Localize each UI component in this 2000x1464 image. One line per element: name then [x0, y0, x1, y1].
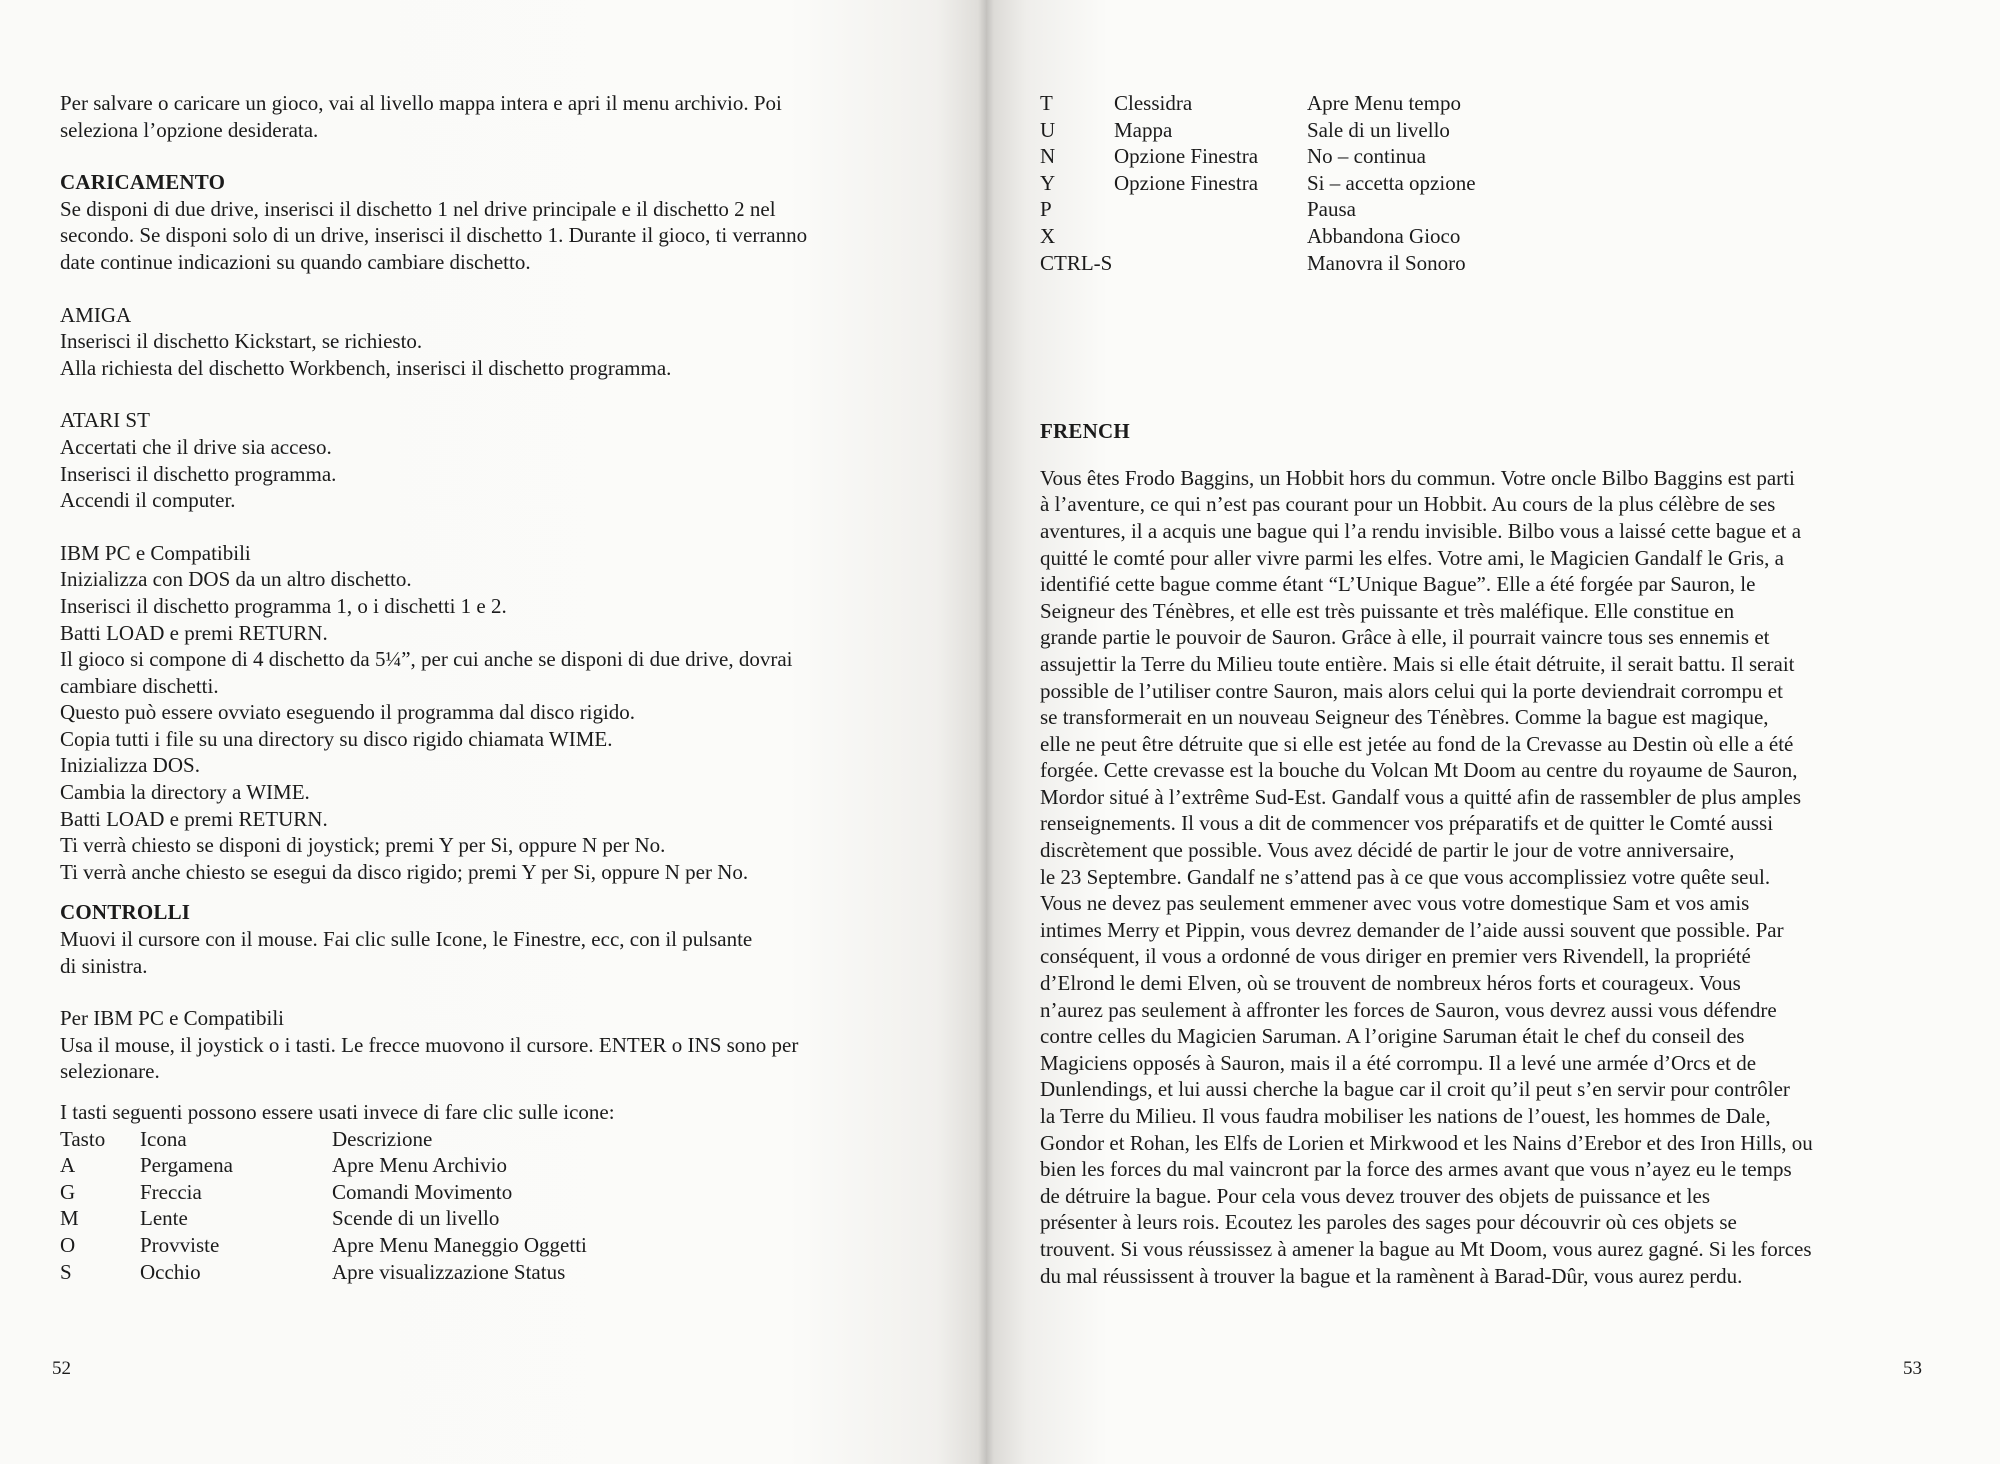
- key-cell: N: [1040, 144, 1056, 169]
- text-line: possible de l’utiliser contre Sauron, mais alors celui qui la porte deviendrait corrompu et: [1040, 678, 1783, 703]
- column-header-descrizione: Descrizione: [332, 1126, 433, 1151]
- atari-section: [60, 407, 960, 513]
- icon-name-cell: [1114, 196, 1307, 223]
- text-line: Per salvare o caricare un gioco, vai al livello mappa intera e apri il menu archivio. Poi: [60, 91, 782, 115]
- keys-table-continued-body: [1040, 90, 1476, 276]
- text-line: Alla richiesta del dischetto Workbench, inserisci il dischetto programma.: [60, 355, 672, 380]
- text-line: contre celles du Magicien Saruman. A l’origine Saruman était le chef du conseil des: [1040, 1024, 1745, 1049]
- ibm-pc-section: [60, 540, 960, 886]
- icon-name-cell: [1114, 223, 1307, 250]
- key-table-row: [60, 1205, 587, 1232]
- text-line: conséquent, il vous a ordonné de vous diriger en premier vers Rivendell, la propriété: [1040, 944, 1751, 969]
- french-heading: FRENCH: [1040, 419, 1130, 444]
- key-cell: CTRL-S: [1040, 250, 1113, 275]
- key-table-row: [1040, 143, 1476, 170]
- text-line: d’Elrond le demi Elven, où se trouvent de nombreux héros forts et courageux. Vous: [1040, 971, 1741, 996]
- text-line: Mordor situé à l’extrême Sud-Est. Gandalf vous a quitté afin de rassembler de plus amples: [1040, 784, 1802, 809]
- text-line: intimes Merry et Pippin, vous devrez demander de l’aide aussi souvent que possible. Par: [1040, 917, 1784, 942]
- text-line: IBM PC e Compatibili: [60, 540, 251, 565]
- caricamento-heading: CARICAMENTO: [60, 170, 226, 195]
- icon-name-cell: Provviste: [140, 1232, 220, 1257]
- text-line: Ti verrà chiesto se disponi di joystick; premi Y per Si, oppure N per No.: [60, 833, 666, 858]
- text-line: Il gioco si compone di 4 dischetto da 5¼”, per cui anche se disponi di due drive, dovrai: [60, 647, 793, 672]
- text-line: Questo può essere ovviato eseguendo il programma dal disco rigido.: [60, 700, 636, 725]
- text-line: présenter à leurs rois. Ecoutez les paroles des sages pour découvrir où ces objets se: [1040, 1210, 1737, 1235]
- key-table-row: [1040, 90, 1476, 117]
- shortcut-keys-table: [60, 1126, 587, 1286]
- text-line: discrètement que possible. Vous avez décidé de partir le jour de votre anniversaire,: [1040, 838, 1735, 863]
- text-line: Vous êtes Frodo Baggins, un Hobbit hors du commun. Votre oncle Bilbo Baggins est parti: [1040, 465, 1795, 490]
- text-line: n’aurez pas seulement à affronter les forces de Sauron, vous devrez aussi vous défendre: [1040, 997, 1777, 1022]
- keys-intro: I tasti seguenti possono essere usati invece di fare clic sulle icone:: [60, 1100, 615, 1124]
- text-line: à l’aventure, ce qui n’est pas courant pour un Hobbit. Au cours de la plus célèbre de ses: [1040, 492, 1776, 517]
- shortcut-keys-table-continued: [1040, 90, 1476, 276]
- text-line: Inserisci il dischetto programma 1, o i dischetti 1 e 2.: [60, 593, 507, 618]
- description-cell: Sale di un livello: [1307, 117, 1450, 142]
- description-cell: Scende di un livello: [332, 1206, 500, 1231]
- key-table-row: [60, 1259, 587, 1286]
- page-number-right: 53: [1903, 1358, 1922, 1379]
- text-line: Dunlendings, et lui aussi cherche la bague car il croit qu’il peut s’en servir pour contrôler: [1040, 1077, 1790, 1102]
- caricamento-paragraph: [60, 196, 960, 276]
- text-line: ATARI ST: [60, 408, 150, 433]
- intro-paragraph: [60, 90, 960, 143]
- description-cell: Abbandona Gioco: [1307, 223, 1461, 248]
- key-cell: X: [1040, 223, 1056, 248]
- text-line: grande partie le pouvoir de Sauron. Grâce à elle, il pourrait vaincre tous ses ennemis et: [1040, 625, 1770, 650]
- text-line: di sinistra.: [60, 953, 148, 978]
- text-line: de détruire la bague. Pour cela vous devez trouver des objets de puissance et les: [1040, 1183, 1711, 1208]
- french-paragraph: [1040, 465, 1920, 1289]
- key-table-row: [60, 1179, 587, 1206]
- text-line: Accertati che il drive sia acceso.: [60, 434, 332, 459]
- keys-table-body: [60, 1152, 587, 1285]
- text-line: Cambia la directory a WIME.: [60, 780, 310, 805]
- description-cell: No – continua: [1307, 144, 1426, 169]
- text-line: selezionare.: [60, 1059, 160, 1084]
- text-line: aventures, il a acquis une bague qui l’a rendu invisible. Bilbo vous a laissé cette bague et a: [1040, 518, 1802, 543]
- text-line: trouvent. Si vous réussissez à amener la bague au Mt Doom, vous aurez gagné. Si les forces: [1040, 1236, 1812, 1261]
- controlli-paragraph: [60, 926, 960, 979]
- page-number-left: 52: [52, 1358, 71, 1379]
- key-cell: A: [60, 1153, 76, 1178]
- key-table-row: [60, 1152, 587, 1179]
- text-line: Muovi il cursore con il mouse. Fai clic sulle Icone, le Finestre, ecc, con il pulsante: [60, 927, 753, 952]
- text-line: Inizializza con DOS da un altro dischetto.: [60, 567, 412, 592]
- description-cell: Manovra il Sonoro: [1307, 250, 1466, 275]
- key-table-row: [1040, 223, 1476, 250]
- description-cell: Apre Menu tempo: [1307, 91, 1461, 115]
- icon-name-cell: Pergamena: [140, 1153, 233, 1178]
- text-line: bien les forces du mal vaincront par la force des armes avant que vous n’ayez eu le temps: [1040, 1157, 1792, 1182]
- book-gutter-shadow: [978, 0, 994, 1464]
- text-line: se transformerait en un nouveau Seigneur des Ténèbres. Comme la bague est magique,: [1040, 705, 1769, 730]
- text-line: identifié cette bague comme étant “L’Unique Bague”. Elle a été forgée par Sauron, le: [1040, 572, 1756, 597]
- text-line: Vous ne devez pas seulement emmener avec vous votre domestique Sam et vos amis: [1040, 891, 1750, 916]
- icon-name-cell: Freccia: [140, 1179, 202, 1204]
- description-cell: Apre Menu Archivio: [332, 1153, 507, 1178]
- text-line: Gondor et Rohan, les Elfs de Lorien et Mirkwood et les Nains d’Erebor et des Iron Hills, ou: [1040, 1130, 1813, 1155]
- text-line: Inserisci il dischetto Kickstart, se richiesto.: [60, 329, 423, 354]
- description-cell: Comandi Movimento: [332, 1179, 513, 1204]
- key-cell: G: [60, 1179, 76, 1204]
- right-page-text: [1040, 90, 1920, 1289]
- text-line: Copia tutti i file su una directory su disco rigido chiamata WIME.: [60, 726, 613, 751]
- left-page-text: [60, 90, 960, 1285]
- text-line: assujettir la Terre du Milieu toute entière. Mais si elle était détruite, il serait battu. Il serait: [1040, 651, 1795, 676]
- text-line: Se disponi di due drive, inserisci il dischetto 1 nel drive principale e il dischetto 2 nel: [60, 196, 776, 221]
- key-table-row: [1040, 196, 1476, 223]
- text-line: Inserisci il dischetto programma.: [60, 461, 337, 486]
- icon-name-cell: Opzione Finestra: [1114, 170, 1259, 195]
- key-table-row: [60, 1232, 587, 1259]
- description-cell: Apre visualizzazione Status: [332, 1259, 566, 1284]
- icon-name-cell: Occhio: [140, 1259, 201, 1284]
- column-header-tasto: Tasto: [60, 1126, 106, 1151]
- text-line: du mal réussissent à trouver la bague et la ramènent à Barad-Dûr, vous aurez perdu.: [1040, 1263, 1743, 1288]
- keys-table-header-row: [60, 1126, 587, 1153]
- text-line: Accendi il computer.: [60, 488, 236, 513]
- key-cell: S: [60, 1259, 72, 1284]
- text-line: Seigneur des Ténèbres, et elle est très puissante et très maléfique. Elle constitue en: [1040, 598, 1735, 623]
- text-line: renseignements. Il vous a dit de commencer vos préparatifs et de quitter le Comté aussi: [1040, 811, 1774, 836]
- text-line: le 23 Septembre. Gandalf ne s’attend pas à ce que vous accomplissiez votre quête seul.: [1040, 864, 1771, 889]
- text-line: la Terre du Milieu. Il vous faudra mobiliser les nations de l’ouest, les hommes de Dale,: [1040, 1104, 1771, 1128]
- text-line: Inizializza DOS.: [60, 753, 200, 778]
- text-line: forgée. Cette crevasse est la bouche du Volcan Mt Doom au centre du royaume de Sauron,: [1040, 758, 1798, 783]
- controlli-heading: CONTROLLI: [60, 900, 191, 925]
- ibm-controls-section: [60, 1005, 960, 1085]
- icon-name-cell: Mappa: [1114, 117, 1173, 142]
- key-table-row: [1040, 117, 1476, 144]
- right-page: [986, 0, 2000, 1464]
- text-line: quitté le comté pour aller vivre parmi les elfes. Votre ami, le Magicien Gandalf le Gris, a: [1040, 545, 1784, 570]
- text-line: AMIGA: [60, 302, 132, 327]
- column-header-icona: Icona: [140, 1126, 187, 1151]
- key-table-row: [1040, 250, 1476, 277]
- description-cell: Apre Menu Maneggio Oggetti: [332, 1232, 587, 1257]
- description-cell: Pausa: [1307, 197, 1356, 222]
- text-line: secondo. Se disponi solo di un drive, inserisci il dischetto 1. Durante il gioco, ti verranno: [60, 223, 808, 248]
- text-line: Per IBM PC e Compatibili: [60, 1006, 285, 1031]
- text-line: Batti LOAD e premi RETURN.: [60, 620, 328, 645]
- text-line: seleziona l’opzione desiderata.: [60, 117, 319, 142]
- text-line: date continue indicazioni su quando cambiare dischetto.: [60, 249, 531, 274]
- icon-name-cell: Clessidra: [1114, 91, 1193, 115]
- key-cell: Y: [1040, 170, 1056, 195]
- text-line: Magiciens opposés à Sauron, mais il a été corrompu. Il a levé une armée d’Orcs et de: [1040, 1050, 1757, 1075]
- left-page: [0, 0, 986, 1464]
- description-cell: Si – accetta opzione: [1307, 170, 1476, 195]
- amiga-section: [60, 302, 960, 382]
- key-table-row: [1040, 170, 1476, 197]
- text-line: Batti LOAD e premi RETURN.: [60, 806, 328, 831]
- icon-name-cell: Opzione Finestra: [1114, 144, 1259, 169]
- text-line: cambiare dischetti.: [60, 673, 219, 698]
- key-cell: T: [1040, 91, 1053, 115]
- icon-name-cell: [1114, 250, 1307, 277]
- text-line: elle ne peut être détruite que si elle est jetée au fond de la Crevasse au Destin où elle a été: [1040, 731, 1794, 756]
- key-cell: M: [60, 1206, 79, 1231]
- key-cell: U: [1040, 117, 1056, 142]
- icon-name-cell: Lente: [140, 1206, 188, 1231]
- text-line: Ti verrà anche chiesto se esegui da disco rigido; premi Y per Si, oppure N per No.: [60, 859, 749, 884]
- key-cell: O: [60, 1232, 76, 1257]
- key-cell: P: [1040, 197, 1052, 222]
- text-line: Usa il mouse, il joystick o i tasti. Le frecce muovono il cursore. ENTER o INS sono per: [60, 1032, 799, 1057]
